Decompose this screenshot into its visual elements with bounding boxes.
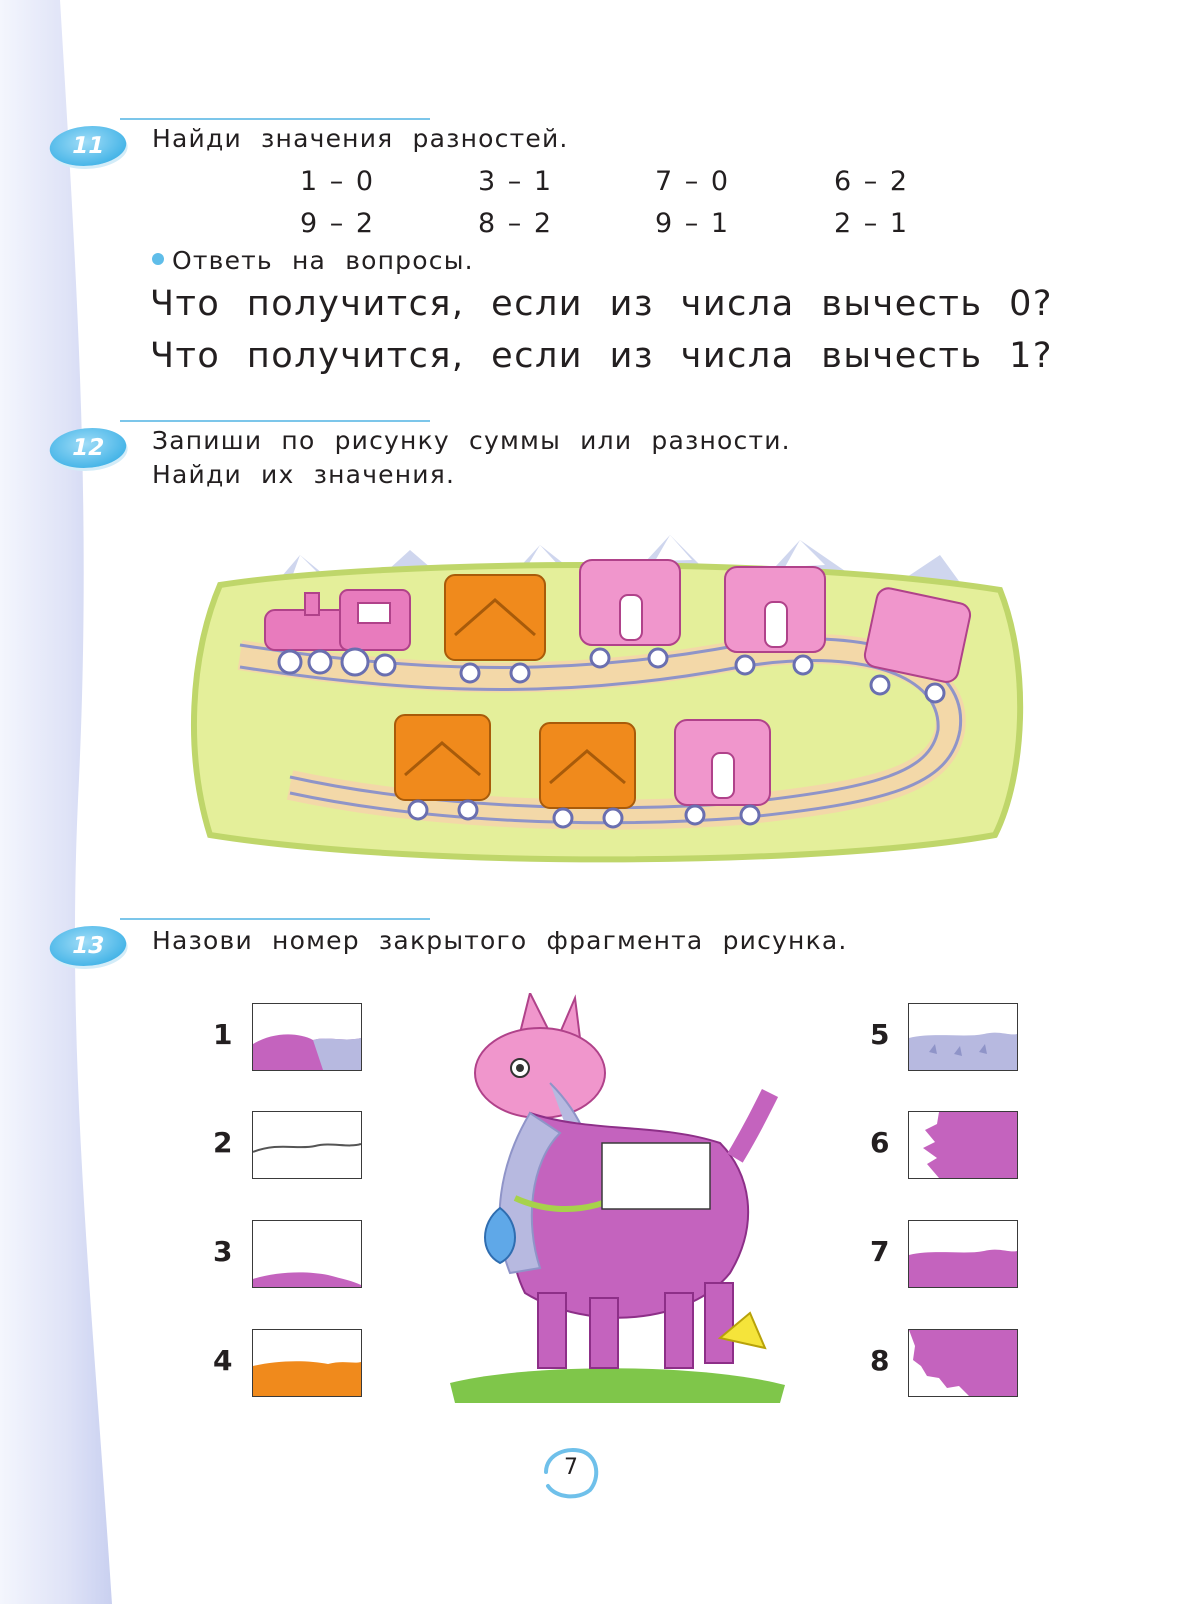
page-number: 7 [564, 1455, 578, 1480]
expression: 7 – 0 [655, 166, 731, 197]
fragment-box-3 [252, 1220, 362, 1288]
task-number-badge: 12 [46, 428, 131, 468]
fragment-label: 6 [870, 1126, 890, 1159]
subtask-line [152, 246, 474, 275]
fragment-label: 2 [213, 1126, 233, 1159]
expression: 3 – 1 [478, 166, 554, 197]
bullet-icon [152, 253, 164, 265]
fragment-label: 1 [213, 1018, 233, 1051]
question-2: Что получится, если из числа вычесть 1? [150, 336, 1053, 376]
fragment-box-4 [252, 1329, 362, 1397]
expression: 8 – 2 [478, 208, 554, 239]
expression: 9 – 1 [655, 208, 731, 239]
train-illustration [180, 515, 1030, 880]
fragment-box-2 [252, 1111, 362, 1179]
task-number-badge: 11 [46, 126, 131, 166]
fragment-box-8 [908, 1329, 1018, 1397]
expression: 9 – 2 [300, 208, 376, 239]
hidden-fragment-box [602, 1143, 710, 1209]
subtask-text: Ответь на вопросы. [172, 246, 474, 275]
fragment-label: 4 [213, 1344, 233, 1377]
task-12-instruction-line-2: Найди их значения. [152, 460, 456, 489]
llama-illustration [430, 993, 800, 1413]
expression: 2 – 1 [834, 208, 910, 239]
fragment-label: 8 [870, 1344, 890, 1377]
task-divider-line [120, 420, 430, 422]
task-number-badge: 13 [46, 926, 131, 966]
question-1: Что получится, если из числа вычесть 0? [150, 284, 1053, 324]
task-divider-line [120, 118, 430, 120]
fragment-box-7 [908, 1220, 1018, 1288]
fragment-box-6 [908, 1111, 1018, 1179]
expression: 1 – 0 [300, 166, 376, 197]
task-13-instruction: Назови номер закрытого фрагмента рисунка. [152, 926, 848, 955]
task-11-instruction: Найди значения разностей. [152, 124, 569, 153]
task-divider-line [120, 918, 430, 920]
decorative-side-stripe [0, 0, 130, 1604]
fragment-label: 3 [213, 1235, 233, 1268]
task-12-instruction-line-1: Запиши по рисунку суммы или разности. [152, 426, 791, 455]
fragment-label: 5 [870, 1018, 890, 1051]
fragment-label: 7 [870, 1235, 890, 1268]
fragment-box-5 [908, 1003, 1018, 1071]
expression: 6 – 2 [834, 166, 910, 197]
fragment-box-1 [252, 1003, 362, 1071]
